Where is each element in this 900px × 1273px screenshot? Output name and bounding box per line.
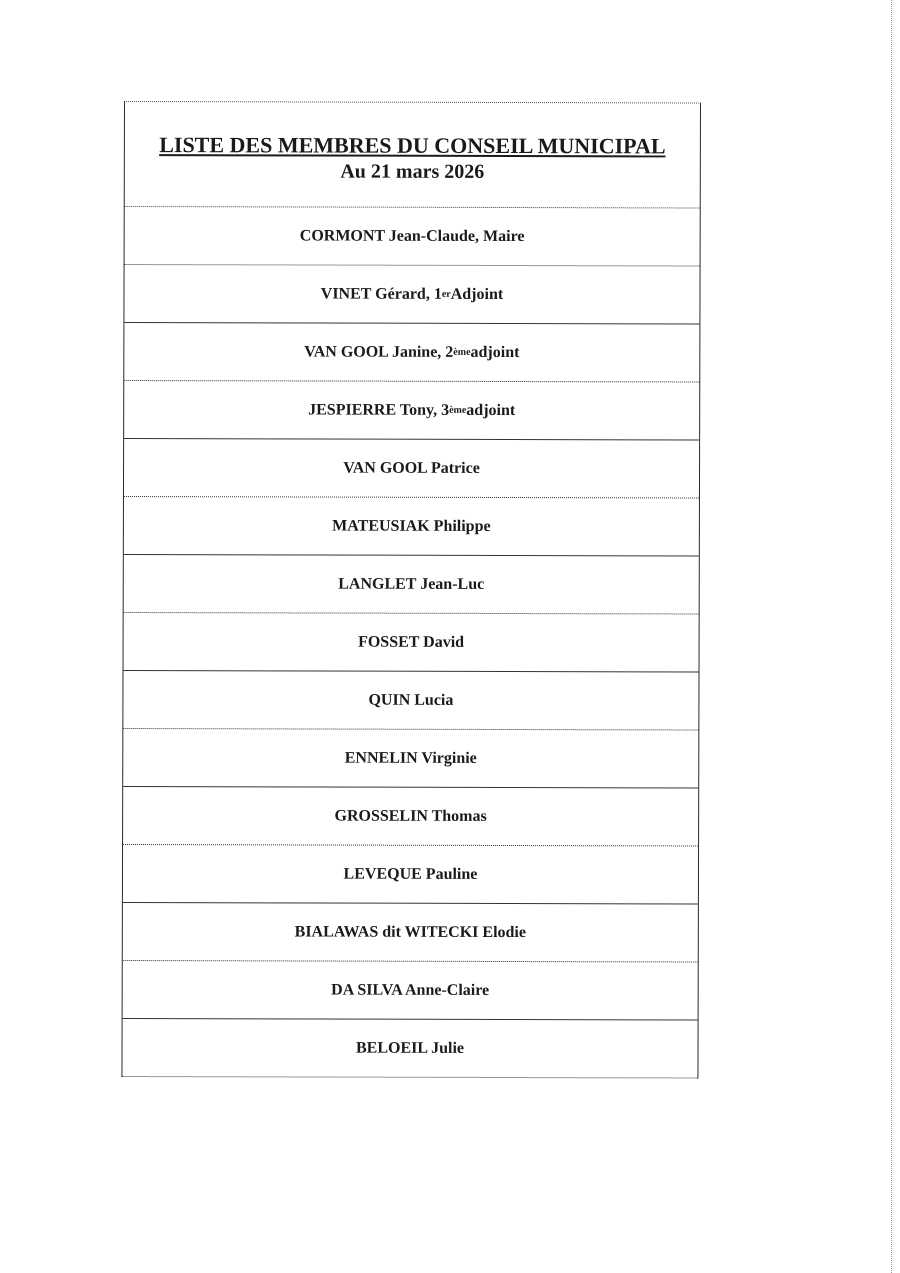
scan-edge-line bbox=[891, 0, 892, 1273]
member-row bbox=[123, 961, 698, 1021]
document-date: Au 21 mars 2026 bbox=[340, 160, 485, 183]
member-row bbox=[124, 265, 699, 325]
member-row bbox=[125, 207, 700, 267]
member-list bbox=[122, 207, 699, 1079]
member-row bbox=[123, 729, 698, 789]
member-role: Adjoint bbox=[450, 285, 504, 303]
member-row bbox=[124, 613, 699, 673]
member-role: adjoint bbox=[466, 401, 516, 419]
member-name: FOSSET David bbox=[358, 633, 465, 651]
member-name: ENNELIN Virginie bbox=[344, 749, 477, 767]
member-name: BIALAWAS dit WITECKI Elodie bbox=[294, 922, 527, 941]
member-name: MATEUSIAK Philippe bbox=[332, 517, 491, 535]
member-name: VAN GOOL Patrice bbox=[343, 459, 480, 477]
member-role: adjoint bbox=[470, 343, 520, 361]
member-name: DA SILVA Anne-Claire bbox=[331, 981, 490, 999]
table-header bbox=[125, 102, 700, 209]
member-row bbox=[124, 555, 699, 615]
member-name: QUIN Lucia bbox=[368, 691, 454, 709]
member-name: CORMONT Jean-Claude, Maire bbox=[299, 226, 525, 245]
members-table bbox=[121, 101, 701, 1079]
member-row bbox=[123, 787, 698, 847]
member-row bbox=[124, 497, 699, 557]
member-row bbox=[124, 381, 699, 441]
member-name: VAN GOOL Janine, 2 bbox=[304, 342, 454, 361]
member-row bbox=[124, 323, 699, 383]
member-row bbox=[124, 439, 699, 499]
member-name: LANGLET Jean-Luc bbox=[338, 575, 485, 593]
member-row bbox=[123, 903, 698, 963]
member-name: LEVEQUE Pauline bbox=[343, 865, 478, 883]
member-name: VINET Gérard, 1 bbox=[320, 285, 442, 303]
member-name: BELOEIL Julie bbox=[355, 1039, 465, 1057]
member-name: JESPIERRE Tony, 3 bbox=[308, 400, 450, 419]
member-row bbox=[123, 845, 698, 905]
member-row bbox=[123, 671, 698, 731]
member-row bbox=[122, 1019, 697, 1079]
member-name: GROSSELIN Thomas bbox=[334, 807, 487, 825]
document-title: LISTE DES MEMBRES DU CONSEIL MUNICIPAL bbox=[159, 132, 666, 159]
